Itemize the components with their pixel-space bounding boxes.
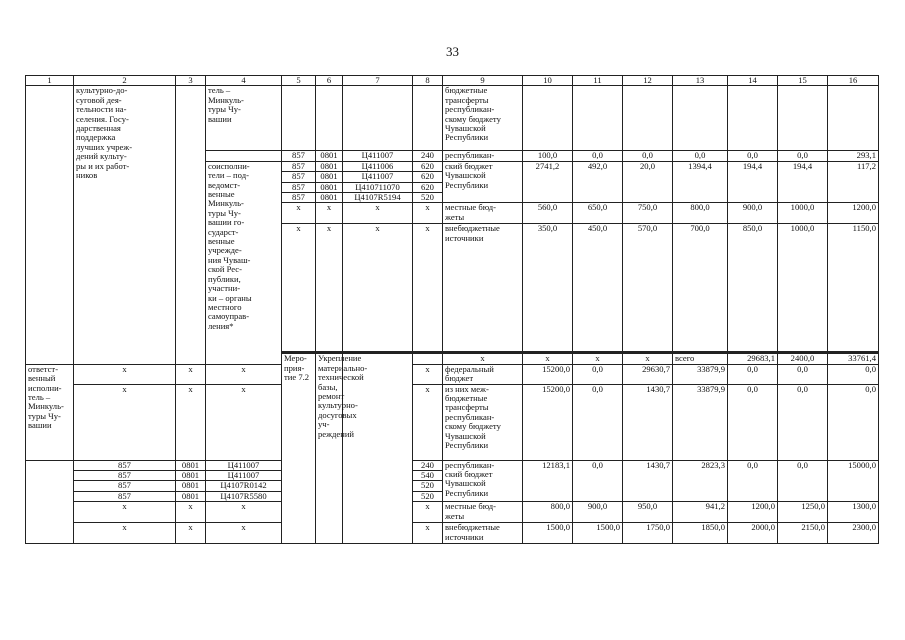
code-cell: x bbox=[176, 364, 206, 384]
code-cell: x bbox=[176, 502, 206, 523]
code-cell: 620 bbox=[413, 161, 443, 171]
code-cell: x bbox=[74, 523, 176, 544]
code-cell: 857 bbox=[74, 471, 176, 481]
code-cell: x bbox=[413, 203, 443, 224]
code-cell: x bbox=[206, 502, 282, 523]
value-cell: 100,0 bbox=[523, 151, 573, 161]
code-cell: 520 bbox=[413, 491, 443, 501]
header-cell: 3 bbox=[176, 76, 206, 86]
value-cell: 12183,1 bbox=[523, 460, 573, 502]
value-cell bbox=[828, 86, 879, 151]
table-row bbox=[26, 502, 879, 523]
value-cell: 15200,0 bbox=[523, 384, 573, 460]
code-cell: x bbox=[74, 364, 176, 384]
value-cell: 117,2 bbox=[828, 161, 879, 203]
activity-description: Укрепление материально- технической базы, ремонт культурно- досуговых уч- реждений bbox=[316, 354, 343, 544]
value-cell: 1150,0 bbox=[828, 224, 879, 352]
value-cell: 950,0 bbox=[623, 502, 673, 523]
value-cell: 33879,9 bbox=[673, 384, 728, 460]
value-cell: 0,0 bbox=[623, 151, 673, 161]
value-cell: 0,0 bbox=[828, 384, 879, 460]
header-cell: 1 bbox=[26, 76, 74, 86]
code-cell: x bbox=[413, 224, 443, 352]
value-cell: 1200,0 bbox=[828, 203, 879, 224]
code-cell bbox=[316, 86, 343, 151]
code-cell: 857 bbox=[282, 172, 316, 182]
table-row bbox=[26, 364, 879, 384]
budget-table bbox=[25, 75, 879, 544]
code-cell: x bbox=[413, 502, 443, 523]
code-cell: 857 bbox=[282, 182, 316, 192]
page-number: 33 bbox=[446, 44, 459, 59]
cell-col1 bbox=[26, 86, 74, 364]
code-cell: 0801 bbox=[316, 182, 343, 192]
code-cell: 857 bbox=[282, 193, 316, 203]
table-row bbox=[26, 460, 879, 470]
code-cell: x bbox=[443, 354, 523, 364]
value-cell: 0,0 bbox=[573, 384, 623, 460]
value-cell: 1500,0 bbox=[523, 523, 573, 544]
code-cell: x bbox=[74, 502, 176, 523]
code-cell: Ц411006 bbox=[343, 161, 413, 171]
measure-number: Меро- прия- тие 7.2 bbox=[282, 354, 316, 544]
code-cell: x bbox=[176, 523, 206, 544]
value-cell bbox=[573, 86, 623, 151]
source-cell: из них меж- бюджетные трансферты республикан- скому бюджету Чувашской Республики bbox=[443, 384, 523, 460]
value-cell: 1300,0 bbox=[828, 502, 879, 523]
code-cell: 0801 bbox=[176, 481, 206, 491]
header-cell: 2 bbox=[74, 76, 176, 86]
table-row bbox=[26, 86, 879, 151]
header-cell: 14 bbox=[728, 76, 778, 86]
header-cell: 7 bbox=[343, 76, 413, 86]
value-cell: 0,0 bbox=[728, 151, 778, 161]
header-cell: 6 bbox=[316, 76, 343, 86]
code-cell: x bbox=[413, 523, 443, 544]
value-cell: 0,0 bbox=[728, 460, 778, 502]
value-cell: 0,0 bbox=[778, 384, 828, 460]
value-cell: 0,0 bbox=[573, 364, 623, 384]
value-cell bbox=[523, 86, 573, 151]
value-cell: 570,0 bbox=[623, 224, 673, 352]
value-cell: 0,0 bbox=[573, 460, 623, 502]
value-cell: 0,0 bbox=[828, 364, 879, 384]
code-cell: x bbox=[74, 384, 176, 460]
code-cell: 0801 bbox=[176, 471, 206, 481]
code-cell: x bbox=[623, 354, 673, 364]
code-cell: 0801 bbox=[316, 172, 343, 182]
code-cell: Ц410711070 bbox=[343, 182, 413, 192]
code-cell: x bbox=[206, 523, 282, 544]
value-cell: 194,4 bbox=[728, 161, 778, 203]
value-cell: 15200,0 bbox=[523, 364, 573, 384]
source-cell: местные бюд- жеты bbox=[443, 203, 523, 224]
code-cell: 0801 bbox=[176, 460, 206, 470]
code-cell: x bbox=[413, 364, 443, 384]
value-cell: 492,0 bbox=[573, 161, 623, 203]
code-cell: x bbox=[316, 224, 343, 352]
value-cell: 450,0 bbox=[573, 224, 623, 352]
code-cell: 857 bbox=[74, 481, 176, 491]
header-cell: 11 bbox=[573, 76, 623, 86]
code-cell: 0801 bbox=[316, 193, 343, 203]
value-cell: 33761,4 bbox=[828, 354, 879, 364]
executor-cell bbox=[413, 354, 443, 364]
executor-cell: соисполни- тели – под- ведомст- венные Минкуль- туры Чу- вашии го- сударст- венные учрежде- ния Чуваш- ской Рес- публики, участни- ки – органы местного самоуправ- ления* bbox=[206, 161, 282, 364]
source-cell: федеральный бюджет bbox=[443, 364, 523, 384]
code-cell: 240 bbox=[413, 460, 443, 470]
cell-col3 bbox=[176, 86, 206, 364]
value-cell: 941,2 bbox=[673, 502, 728, 523]
value-cell: 800,0 bbox=[673, 203, 728, 224]
code-cell bbox=[343, 86, 413, 151]
code-cell: 520 bbox=[413, 193, 443, 203]
value-cell: 2000,0 bbox=[728, 523, 778, 544]
code-cell: x bbox=[523, 354, 573, 364]
value-cell: 293,1 bbox=[828, 151, 879, 161]
value-cell: 650,0 bbox=[573, 203, 623, 224]
value-cell: 29630,7 bbox=[623, 364, 673, 384]
source-cell: внебюджетные источники bbox=[443, 224, 523, 352]
header-cell: 12 bbox=[623, 76, 673, 86]
value-cell: 350,0 bbox=[523, 224, 573, 352]
code-cell: x bbox=[282, 224, 316, 352]
header-row bbox=[26, 76, 879, 86]
executor-cell bbox=[206, 151, 282, 161]
code-cell: x bbox=[413, 384, 443, 460]
value-cell: 1430,7 bbox=[623, 384, 673, 460]
value-cell: 1000,0 bbox=[778, 224, 828, 352]
source-cell: ский бюджет Чувашской Республики bbox=[443, 161, 523, 203]
value-cell: 2150,0 bbox=[778, 523, 828, 544]
code-cell: x bbox=[176, 384, 206, 460]
code-cell: 540 bbox=[413, 471, 443, 481]
header-cell: 5 bbox=[282, 76, 316, 86]
value-cell: 1000,0 bbox=[778, 203, 828, 224]
code-cell: 0801 bbox=[176, 491, 206, 501]
source-cell: внебюджетные источники bbox=[443, 523, 523, 544]
value-cell: 1200,0 bbox=[728, 502, 778, 523]
value-cell: 1750,0 bbox=[623, 523, 673, 544]
value-cell: 560,0 bbox=[523, 203, 573, 224]
code-cell bbox=[413, 86, 443, 151]
code-cell: Ц411007 bbox=[206, 460, 282, 470]
cell-col3 bbox=[343, 354, 413, 544]
value-cell: 0,0 bbox=[728, 364, 778, 384]
value-cell: 2300,0 bbox=[828, 523, 879, 544]
value-cell: 1430,7 bbox=[623, 460, 673, 502]
value-cell: 2823,3 bbox=[673, 460, 728, 502]
code-cell: 857 bbox=[282, 151, 316, 161]
executor-cell: тель – Минкуль- туры Чу- вашии bbox=[206, 86, 282, 151]
code-cell: x bbox=[206, 364, 282, 384]
header-cell: 4 bbox=[206, 76, 282, 86]
value-cell bbox=[778, 86, 828, 151]
code-cell: x bbox=[343, 203, 413, 224]
code-cell: x bbox=[343, 224, 413, 352]
code-cell bbox=[282, 86, 316, 151]
value-cell: 194,4 bbox=[778, 161, 828, 203]
value-cell: 0,0 bbox=[778, 364, 828, 384]
value-cell: 750,0 bbox=[623, 203, 673, 224]
value-cell: 1500,0 bbox=[573, 523, 623, 544]
source-cell: местные бюд- жеты bbox=[443, 502, 523, 523]
code-cell: x bbox=[573, 354, 623, 364]
code-cell: 857 bbox=[74, 460, 176, 470]
code-cell: Ц4107R5194 bbox=[343, 193, 413, 203]
value-cell: 900,0 bbox=[728, 203, 778, 224]
code-cell: 520 bbox=[413, 481, 443, 491]
value-cell: 20,0 bbox=[623, 161, 673, 203]
source-cell: республикан- bbox=[443, 151, 523, 161]
code-cell: Ц411007 bbox=[206, 471, 282, 481]
value-cell: 700,0 bbox=[673, 224, 728, 352]
code-cell: x bbox=[316, 203, 343, 224]
code-cell: Ц4107R5580 bbox=[206, 491, 282, 501]
header-cell: 15 bbox=[778, 76, 828, 86]
code-cell: 620 bbox=[413, 172, 443, 182]
activity-description: культурно-до- суговой дея- тельности на- селения. Госу- дарственная поддержка лучших учреж- дений культу- ры и их работ- ников bbox=[74, 86, 176, 364]
header-cell: 16 bbox=[828, 76, 879, 86]
code-cell: x bbox=[282, 203, 316, 224]
value-cell: 1850,0 bbox=[673, 523, 728, 544]
value-cell: 900,0 bbox=[573, 502, 623, 523]
value-cell: 1394,4 bbox=[673, 161, 728, 203]
code-cell: 240 bbox=[413, 151, 443, 161]
header-cell: 9 bbox=[443, 76, 523, 86]
code-cell: 0801 bbox=[316, 161, 343, 171]
value-cell: 0,0 bbox=[778, 151, 828, 161]
code-cell: 857 bbox=[74, 491, 176, 501]
executor-cell: ответст- венный исполни- тель – Минкуль- туры Чу- вашии bbox=[26, 364, 74, 460]
value-cell: 15000,0 bbox=[828, 460, 879, 502]
code-cell: Ц411007 bbox=[343, 172, 413, 182]
value-cell bbox=[728, 86, 778, 151]
source-cell: всего bbox=[673, 354, 728, 364]
header-cell: 8 bbox=[413, 76, 443, 86]
value-cell: 1250,0 bbox=[778, 502, 828, 523]
value-cell: 0,0 bbox=[778, 460, 828, 502]
code-cell: Ц411007 bbox=[343, 151, 413, 161]
header-cell: 10 bbox=[523, 76, 573, 86]
executor-cell bbox=[26, 460, 74, 544]
code-cell: 620 bbox=[413, 182, 443, 192]
value-cell: 800,0 bbox=[523, 502, 573, 523]
value-cell: 2741,2 bbox=[523, 161, 573, 203]
header-cell: 13 bbox=[673, 76, 728, 86]
value-cell: 33879,9 bbox=[673, 364, 728, 384]
value-cell: 0,0 bbox=[728, 384, 778, 460]
value-cell bbox=[673, 86, 728, 151]
table-row bbox=[26, 523, 879, 544]
value-cell bbox=[623, 86, 673, 151]
source-cell: бюджетные трансферты республикан- скому бюджету Чувашской Республики bbox=[443, 86, 523, 151]
value-cell: 29683,1 bbox=[728, 354, 778, 364]
value-cell: 2400,0 bbox=[778, 354, 828, 364]
code-cell: 857 bbox=[282, 161, 316, 171]
code-cell: Ц4107R0142 bbox=[206, 481, 282, 491]
value-cell: 0,0 bbox=[573, 151, 623, 161]
value-cell: 850,0 bbox=[728, 224, 778, 352]
code-cell: 0801 bbox=[316, 151, 343, 161]
source-cell: республикан- ский бюджет Чувашской Республики bbox=[443, 460, 523, 502]
code-cell: x bbox=[206, 384, 282, 460]
value-cell: 0,0 bbox=[673, 151, 728, 161]
